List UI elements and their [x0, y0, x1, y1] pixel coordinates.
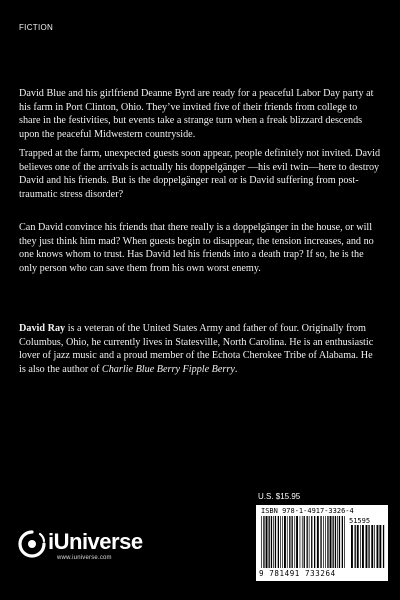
barcode-bar [344, 516, 345, 568]
barcode-bar [275, 516, 276, 568]
barcode-bar [271, 516, 272, 568]
blurb-paragraph-1: David Blue and his girlfriend Deanne Byrd are ready for a peaceful Labor Day party at his farm in Port Clinton, Ohio. They’ve invited five of their friends from college to share in the festivities, but events take a strange turn when a freak blizzard descends upon the peaceful Midwestern countryside. [19, 88, 374, 140]
barcode-bar [263, 516, 264, 568]
author-name: David Ray [19, 323, 66, 334]
price-addon-text: 51595 [349, 517, 371, 525]
barcode-bar [360, 525, 361, 568]
barcode-bar [362, 525, 364, 568]
other-book-title: Charlie Blue Berry Fipple Berry [101, 363, 235, 375]
author-bio-end: . [234, 363, 238, 375]
barcode-bar [383, 525, 384, 568]
price-label: U.S. $15.95 [258, 492, 301, 501]
barcode-bar [333, 516, 334, 568]
publisher-name: iUniverse [48, 529, 143, 554]
barcode-bar [282, 516, 283, 568]
isbn-barcode [256, 505, 388, 581]
barcode-bar [284, 516, 286, 568]
barcode-bar [320, 516, 321, 568]
barcode-bar [300, 516, 301, 568]
barcode-bar [304, 516, 305, 568]
barcode-bars [259, 516, 385, 568]
barcode-bar [314, 516, 315, 568]
barcode-bar [317, 516, 319, 568]
barcode-bar [302, 516, 303, 568]
barcode-bar [339, 516, 340, 568]
barcode-bar [337, 516, 338, 568]
barcode-bar [351, 525, 353, 568]
barcode-bar [366, 525, 368, 568]
author-bio [19, 322, 381, 376]
blurb-paragraph-3: Can David convince his friends that there really is a doppelgänger in the house, or will they just think him mad? When guests begin to disappear, the tension increases, and no one knows whom to trust. Has David led his friends into a death trap? If so, he is the only person who can save them from his own worst enemy. [19, 222, 374, 274]
barcode-bar [269, 516, 270, 568]
barcode-bar [287, 516, 288, 568]
ean-text: 9 781491 733264 [259, 569, 336, 578]
iuniverse-swirl-icon [18, 530, 46, 558]
isbn-text: ISBN 978-1-4917-3326-4 [261, 507, 354, 515]
barcode-bar [261, 516, 262, 568]
barcode-bar [266, 516, 268, 568]
barcode-bar [374, 525, 375, 568]
barcode-bar [292, 516, 293, 568]
publisher-url: www.iuniverse.com [57, 555, 112, 561]
barcode-bar [296, 516, 298, 568]
barcode-bar [323, 516, 324, 568]
barcode-bar [379, 525, 381, 568]
publisher-logo [18, 529, 168, 563]
barcode-bar [357, 525, 359, 568]
blurb-paragraph-2: Trapped at the farm, unexpected guests soon appear, people definitely not invited. David believes one of the arrivals is actually his doppelgänger —his evil twin—here to destroy David and his friends. But is the doppelgänger real or is David suffering from post-traumatic stress disorder? [19, 148, 381, 200]
barcode-bar [325, 516, 326, 568]
barcode-bar [342, 516, 343, 568]
genre-label: FICTION [19, 23, 54, 32]
barcode-bar [280, 516, 281, 568]
barcode-bar [355, 525, 356, 568]
barcode-bar [311, 516, 312, 568]
barcode-bar [335, 516, 336, 568]
barcode-bar [371, 525, 373, 568]
barcode-bar [307, 516, 308, 568]
barcode-bar [309, 516, 310, 568]
barcode-bar [377, 525, 379, 568]
barcode-bar [327, 516, 328, 568]
barcode-bar [278, 516, 279, 568]
barcode-bar [330, 516, 332, 568]
barcode-bar [273, 516, 274, 568]
barcode-bar [289, 516, 290, 568]
barcode-bar [368, 525, 369, 568]
barcode-bar [294, 516, 295, 568]
author-bio-text: is a veteran of the United States Army and father of four. Originally from Columbus, Ohio, he currently lives in Statesville, North Carolina. He is an enthusiastic lover of jazz music and a proud member of the Echota Cherokee Tribe of Alabama. He is also the author of [19, 323, 374, 375]
